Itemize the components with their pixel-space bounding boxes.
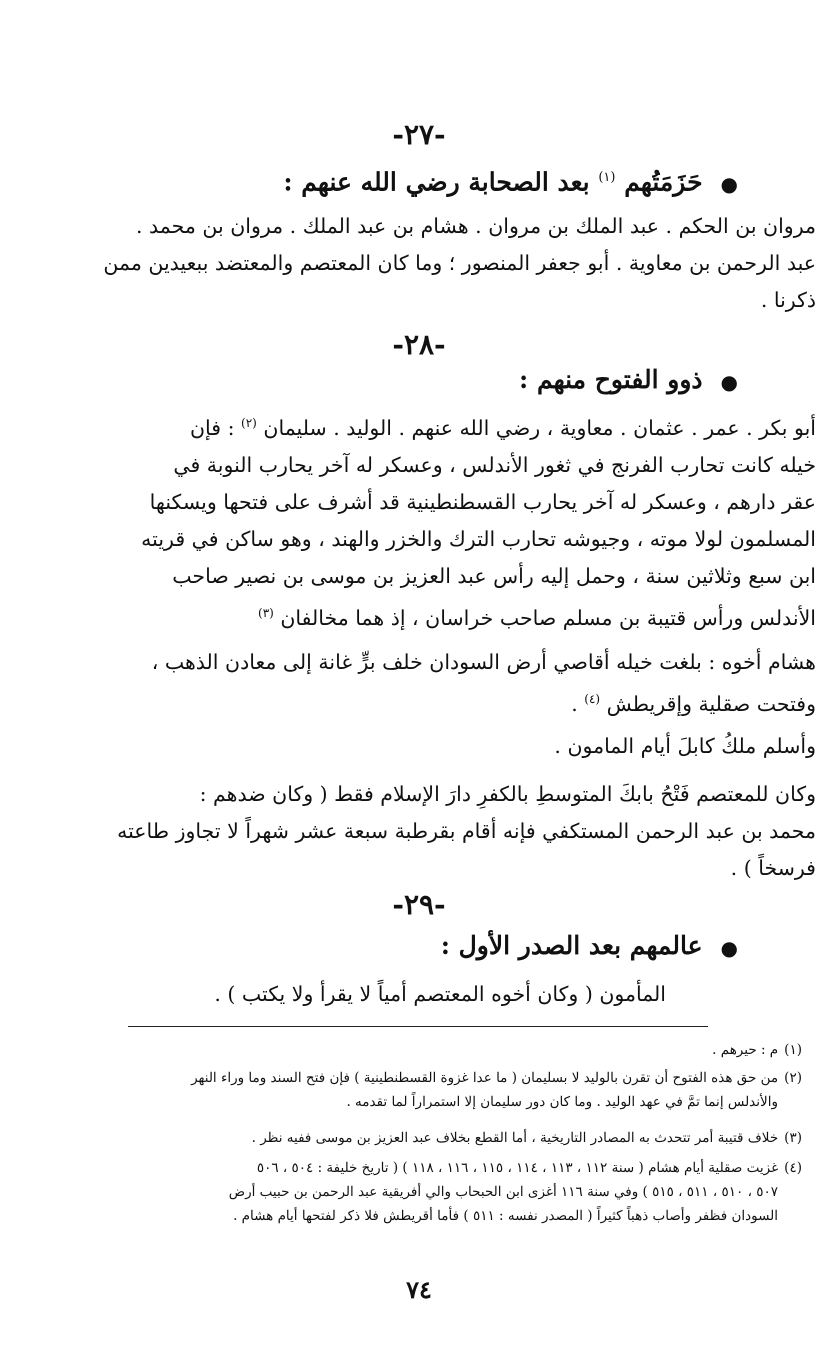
text-line (22, 681, 816, 723)
footnote-rule (128, 1026, 708, 1027)
footnote-text-cont: السودان فظفر وأصاب ذهباً كثيراً ( المصدر نفسه : ٥١١ ) فأما أقريطش فلا ذكر لفتحها أيام هشام . (233, 1208, 778, 1224)
footnote-4 (22, 1156, 802, 1228)
paragraph-28-hisham (22, 644, 816, 723)
text-span: : فإن (189, 415, 242, 440)
footnote-text: م : حيرهم . (712, 1042, 779, 1058)
section-number-27: -٢٧- (392, 118, 446, 151)
text-line: وأسلم ملكُ كابلَ أيام المامون . (554, 734, 816, 758)
bullet-icon: ● (720, 171, 738, 196)
footnote-text: من حق هذه الفتوح أن تقرن بالوليد لا بسليمان ( ما عدا غزوة القسطنطينية ) فإن فتح السند وما وراء النهر (191, 1070, 779, 1086)
paragraph-27 (22, 208, 816, 319)
section-number-29: -٢٩- (392, 888, 446, 921)
text-line: ذكرنا . (760, 288, 816, 312)
footnote-mark: (٣) (258, 605, 274, 620)
footnote-mark: (٢) (241, 416, 257, 430)
text-line: عقر دارهم ، وعسكر له آخر يحارب القسطنطينية قد أشرف على فتحها ويسكنها (149, 489, 816, 514)
text-line (22, 405, 816, 447)
heading-text: ذوو الفتوح منهم : (519, 365, 703, 394)
heading-text-rest: بعد الصحابة رضي الله عنهم : (283, 167, 599, 197)
text-line: هشام أخوه : بلغت خيله أقاصي أرض السودان خلف برٍّ غانة إلى معادن الذهب ، (151, 650, 816, 674)
footnote-text-cont: والأندلس إنما تمَّ في عهد الوليد . وما كان دور سليمان إلا استمراراً لما تقدمه . (346, 1094, 778, 1110)
page-number: ٧٤ (406, 1275, 432, 1304)
text-line: خيله كانت تحارب الفرنج في ثغور الأندلس ، وعسكر له آخر يحارب النوبة في (173, 452, 816, 477)
paragraph-28-mutasim (22, 776, 816, 887)
footnote-1 (22, 1038, 802, 1062)
heading-text: عالمهم بعد الصدر الأول : (440, 931, 703, 960)
footnote-number: (٣) (784, 1130, 802, 1146)
footnote-number: (٤) (784, 1160, 802, 1176)
section-heading-29 (118, 928, 738, 966)
footnote-text: غزيت صقلية أيام هشام ( سنة ١١٢ ، ١١٣ ، ١١٤ ، ١١٥ ، ١١٦ ، ١١٨ ) ( تاريخ خليفة : ٥٠٤ ، ٥٠٦ (256, 1160, 779, 1176)
text-line: وكان للمعتصم فَتْحُ بابكَ المتوسطِ بالكفرِ دارَ الإسلام فقط ( وكان ضدهم : (199, 782, 816, 806)
bullet-icon: ● (720, 935, 738, 960)
heading-text: حَزَمَتُهم (624, 167, 703, 197)
text-line: المسلمون لولا موته ، وجيوشه تحارب الترك والخزر والهند ، وهو ساكن في قريته (141, 526, 816, 551)
paragraph-28-kabul (22, 728, 816, 765)
text-span: وفتحت صقلية وإقريطش (606, 691, 816, 716)
bullet-icon: ● (720, 369, 738, 394)
section-heading-28 (118, 362, 738, 400)
text-span: الأندلس ورأس قتيبة بن مسلم صاحب خراسان ، إذ هما مخالفان (280, 605, 816, 630)
section-number-28: -٢٨- (392, 328, 446, 361)
text-span: أبو بكر . عمر . عثمان . معاوية ، رضي الله عنهم . الوليد . سليمان (263, 415, 816, 440)
footnote-number: (٢) (784, 1070, 802, 1086)
section-heading-27 (118, 160, 738, 202)
text-line: مروان بن الحكم . عبد الملك بن مروان . هشام بن عبد الملك . مروان بن محمد . (136, 214, 816, 238)
text-line (22, 595, 816, 637)
footnote-2 (22, 1066, 802, 1114)
footnote-mark: (٤) (584, 692, 601, 706)
footnote-text-cont: ٥٠٧ ، ٥١٠ ، ٥١١ ، ٥١٥ ) وفي سنة ١١٦ أغزى ابن الحبحاب والي أفريقية عبد الرحمن بن حبيب أرض (228, 1184, 778, 1200)
text-line: ابن سبع وثلاثين سنة ، وحمل إليه رأس عبد العزيز بن موسى بن نصير صاحب (172, 563, 816, 588)
footnote-mark: (١) (598, 170, 616, 185)
text-line: عبد الرحمن بن معاوية . أبو جعفر المنصور ؛ وما كان المعتصم والمعتضد ببعيدين ممن (103, 251, 816, 275)
text-line: المأمون ( وكان أخوه المعتصم أمياً لا يقرأ ولا يكتب ) . (214, 982, 666, 1006)
text-line: فرسخاً ) . (730, 856, 816, 880)
paragraph-29 (22, 976, 816, 1013)
footnote-text: خلاف قتيبة أمر تتحدث به المصادر التاريخية ، أما القطع بخلاف عبد العزيز بن موسى ففيه نظر . (251, 1130, 779, 1146)
footnote-3 (22, 1126, 802, 1150)
paragraph-28 (22, 405, 816, 637)
footnote-number: (١) (784, 1042, 802, 1058)
text-span: . (571, 691, 585, 716)
text-line: محمد بن عبد الرحمن المستكفي فإنه أقام بقرطبة سبعة عشر شهراً لا تجاوز طاعته (117, 819, 816, 843)
